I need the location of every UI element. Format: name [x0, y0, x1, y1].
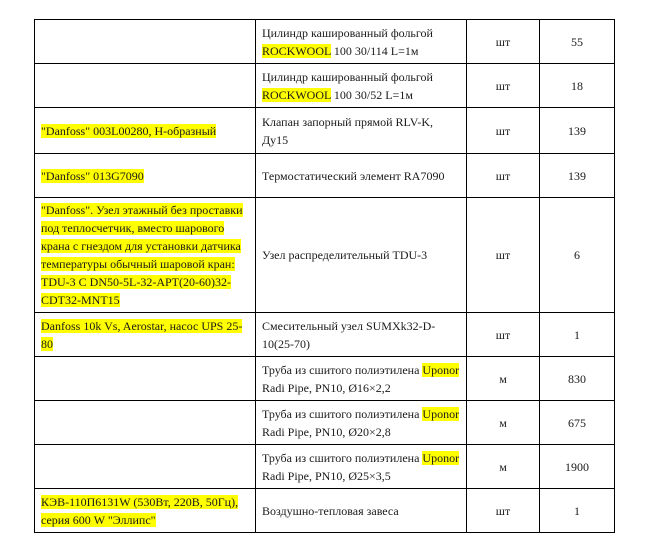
item-name-text: Цилиндр кашированный фольгой: [262, 25, 433, 40]
model-cell: [35, 108, 256, 154]
model-cell: [35, 489, 256, 533]
item-name-highlight: ROCKWOOL: [262, 43, 331, 58]
item-name-text: Воздушно-тепловая завеса: [262, 503, 399, 518]
unit-cell: шт: [467, 154, 540, 198]
item-name-highlight: Uponor: [422, 450, 460, 465]
table-row: [35, 401, 615, 445]
item-name-text: Термостатический элемент RA7090: [262, 168, 445, 183]
unit-cell: шт: [467, 489, 540, 533]
item-name-cell: [256, 154, 467, 198]
unit-cell: шт: [467, 198, 540, 313]
unit-cell: шт: [467, 64, 540, 108]
model-text: "Danfoss" 003L00280, Н-образный: [41, 123, 217, 138]
specification-table: [34, 19, 615, 533]
item-name-text: Труба из сшитого полиэтилена: [262, 450, 423, 465]
model-text: Danfoss 10k Vs, Aerostar, насос UPS 25-80: [41, 318, 243, 351]
quantity-cell: 1: [540, 313, 615, 357]
item-name-tail: 100 30/114 L=1м: [330, 43, 419, 58]
item-name-text: Труба из сшитого полиэтилена: [262, 362, 423, 377]
item-name-text: Узел распределительный TDU-3: [262, 248, 428, 262]
table-row: [35, 64, 615, 108]
item-name-cell: [256, 489, 467, 533]
item-name-tail: Radi Pipe, PN10, Ø25×3,5: [262, 468, 391, 483]
item-name-cell: [256, 108, 467, 154]
item-name-cell: [256, 401, 467, 445]
table-row: [35, 357, 615, 401]
model-text: КЭВ-110П6131W (530Вт, 220В, 50Гц), серия 600 W "Эллипс": [41, 494, 239, 527]
unit-cell: шт: [467, 313, 540, 357]
quantity-cell: 1: [540, 489, 615, 533]
quantity-cell: 1900: [540, 445, 615, 489]
table-row: [35, 20, 615, 64]
model-cell: [35, 313, 256, 357]
quantity-cell: 6: [540, 198, 615, 313]
unit-cell: шт: [467, 20, 540, 64]
model-cell: [35, 401, 256, 445]
item-name-cell: [256, 20, 467, 64]
item-name-tail: 100 30/52 L=1м: [330, 87, 413, 102]
table-row: [35, 445, 615, 489]
table-row: [35, 489, 615, 533]
quantity-cell: 830: [540, 357, 615, 401]
table-row: [35, 313, 615, 357]
model-cell: [35, 445, 256, 489]
item-name-cell: [256, 198, 467, 313]
item-name-tail: Radi Pipe, PN10, Ø20×2,8: [262, 424, 391, 439]
quantity-cell: 139: [540, 108, 615, 154]
model-cell: [35, 64, 256, 108]
item-name-highlight: Uponor: [422, 362, 460, 377]
item-name-text: Клапан запорный прямой RLV-K, Ду15: [262, 114, 433, 147]
quantity-cell: 55: [540, 20, 615, 64]
item-name-text: Цилиндр кашированный фольгой: [262, 69, 433, 84]
table-row: [35, 108, 615, 154]
model-cell: [35, 154, 256, 198]
item-name-text: Смесительный узел SUMXk32-D-10(25-70): [262, 318, 436, 351]
item-name-tail: Radi Pipe, PN10, Ø16×2,2: [262, 380, 391, 395]
item-name-cell: [256, 357, 467, 401]
quantity-cell: 139: [540, 154, 615, 198]
item-name-text: Труба из сшитого полиэтилена: [262, 406, 423, 421]
item-name-cell: [256, 313, 467, 357]
table-row: [35, 154, 615, 198]
table-row: [35, 198, 615, 313]
unit-cell: м: [467, 357, 540, 401]
unit-cell: м: [467, 401, 540, 445]
item-name-highlight: ROCKWOOL: [262, 87, 331, 102]
model-text: "Danfoss". Узел этажный без проставки под теплосчетчик, вместо шарового крана с гнездом для установки датчика температуры обычный шаровой кран: TDU-3 C DN50-5L-32-APT(20-60)32-CDT32-MNT15: [41, 203, 243, 307]
unit-cell: шт: [467, 108, 540, 154]
item-name-cell: [256, 445, 467, 489]
quantity-cell: 675: [540, 401, 615, 445]
item-name-cell: [256, 64, 467, 108]
item-name-highlight: Uponor: [422, 406, 460, 421]
model-cell: [35, 198, 256, 313]
model-cell: [35, 20, 256, 64]
unit-cell: м: [467, 445, 540, 489]
model-cell: [35, 357, 256, 401]
quantity-cell: 18: [540, 64, 615, 108]
model-text: "Danfoss" 013G7090: [41, 168, 144, 183]
